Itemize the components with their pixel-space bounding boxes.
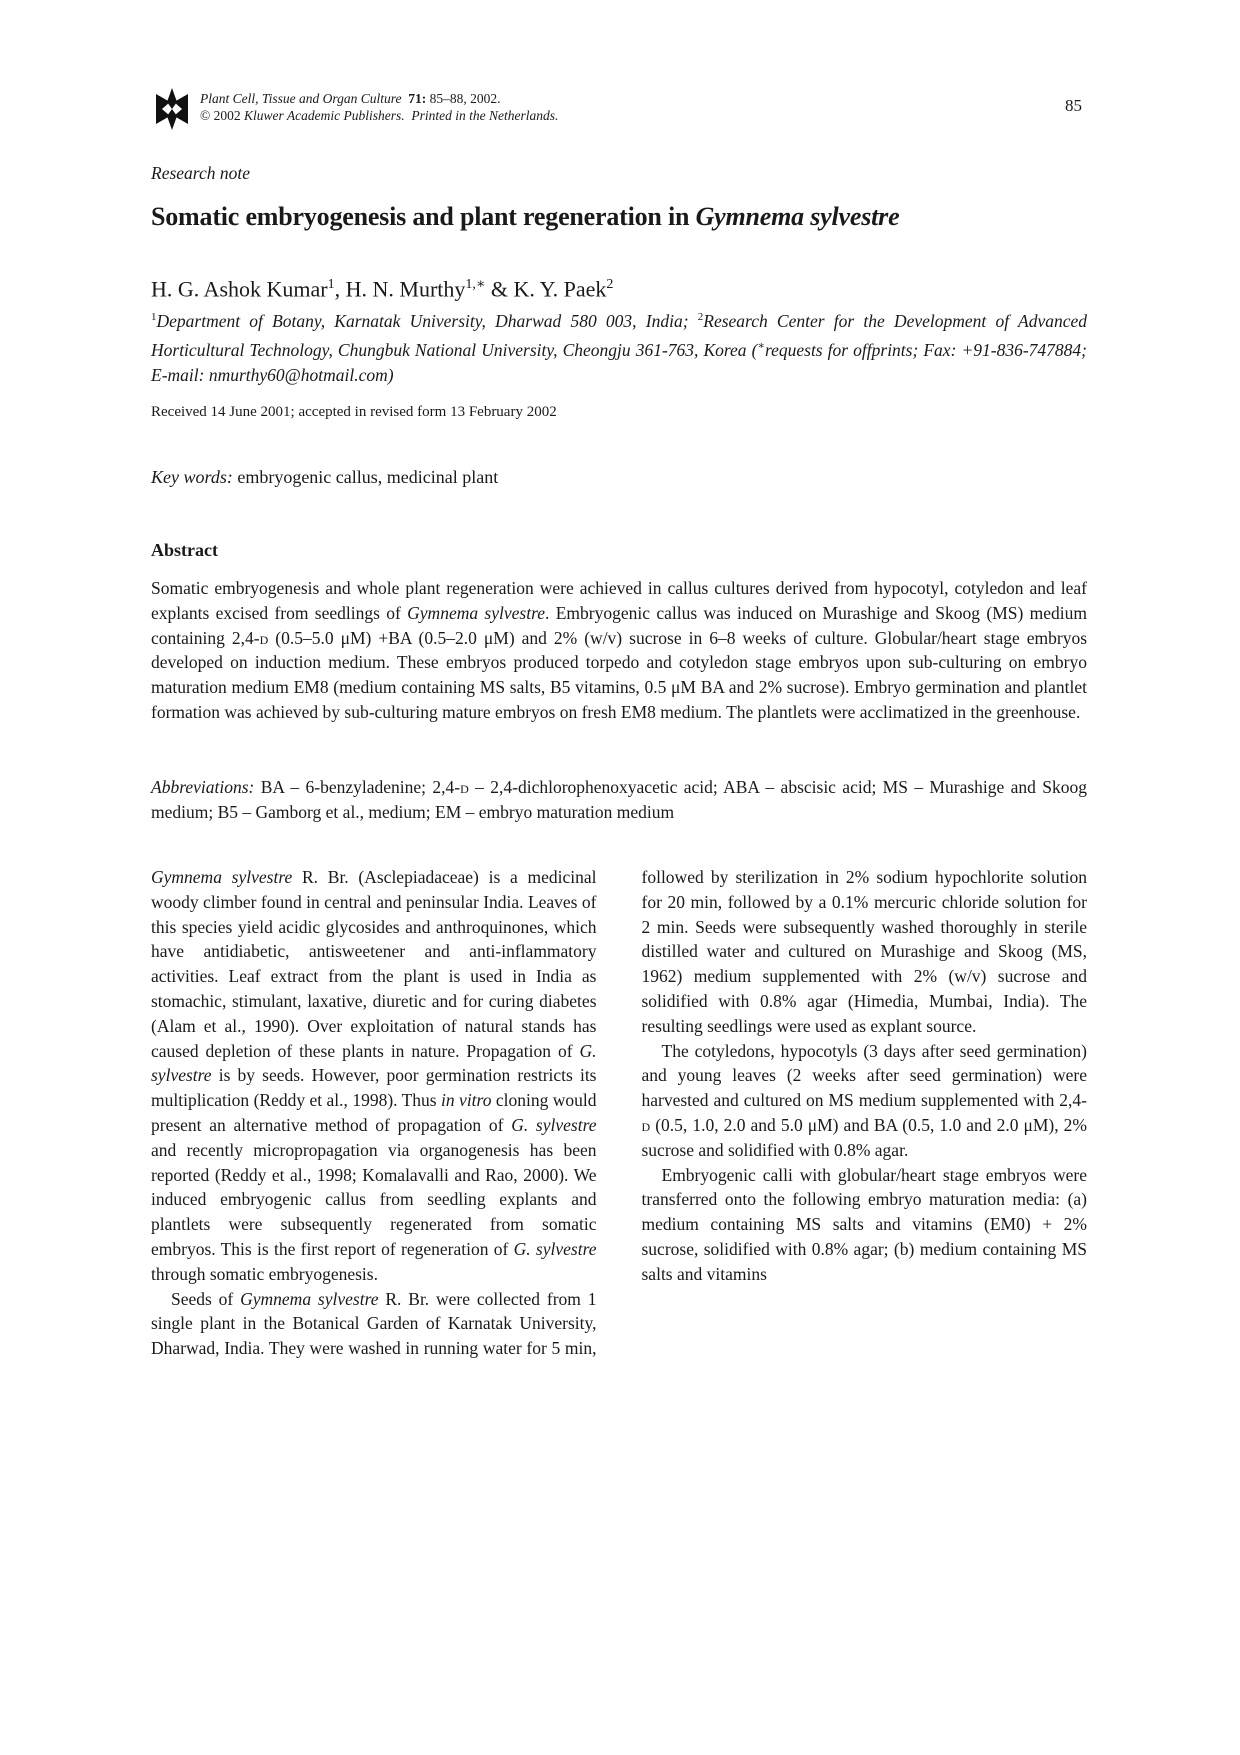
author-sup: 1,∗ <box>465 277 486 292</box>
body-run: R. Br. were collected from 1 single plant in the Botanical Garden of Karnatak University, Dharwad, India. They were washed in running water for 5 min, followed by sterilization in 2% sodium hypochlorite solution for 20 min, followed by a 0.1% mercuric chloride solution for 2 min. Seeds were subsequently washed thoroughly in sterile distilled water and cultured on Murashige and Skoog (MS, 1962) medium supplemented with 2% (w/v) sucrose and solidified with 0.8% agar (Himedia, Mumbai, India). The resulting seedlings were used as explant source. <box>151 867 1087 1359</box>
body-paragraph-1 <box>151 865 597 1287</box>
journal-volume: 71: <box>408 91 427 106</box>
body-run: Seeds of <box>171 1288 241 1309</box>
body-run: through somatic embryogenesis. <box>151 1263 378 1284</box>
body-run: Embryogenic calli with globular/heart stage embryos were transferred onto the following embryo maturation media: (a) medium containing MS salts and vitamins (EM0) + 2% sucrose, solidified with 0.8% agar; (b) medium containing MS salts and vitamins <box>641 1164 1087 1284</box>
abstract-run: (0.5–5.0 μM) +BA (0.5–2.0 μM) and 2% (w/v) sucrose in 6–8 weeks of culture. Globular/heart stage embryos developed on induction medium. These embryos produced torpedo and cotyledon stage embryos upon sub-culturing on embryo maturation medium EM8 (medium containing MS salts, B5 vitamins, 0.5 μM BA and 2% sucrose). Embryo germination and plantlet formation was achieved by sub-culturing mature embryos on fresh EM8 medium. The plantlets were acclimatized in the greenhouse. <box>151 627 1088 722</box>
body-run: R. Br. (Asclepiadaceae) is a medicinal woody climber found in central and peninsular India. Leaves of this species yield acidic glycosides and anthroquinones, which have antidiabetic, antisweetener and anti-inflammatory activities. Leaf extract from the plant is used in India as stomachic, stimulant, laxative, diuretic and for curing diabetes (Alam et al., 1990). Over exploitation of natural stands has caused depletion of these plants in nature. Propagation of <box>151 867 597 1061</box>
body-smallcaps: d <box>641 1114 651 1135</box>
affiliation-1: Department of Botany, Karnatak University, Dharwad 580 003, India; <box>156 310 689 331</box>
section-label: Research note <box>151 163 250 183</box>
body-run: cloning would present an alternative method of propagation of <box>151 1090 597 1135</box>
species-name: Gymnema sylvestre <box>240 1288 379 1309</box>
affiliations <box>151 305 1087 388</box>
author-sup: 2 <box>606 277 614 292</box>
species-name: Gymnema sylvestre <box>151 867 293 887</box>
abstract-text <box>151 576 1087 725</box>
journal-citation <box>200 90 558 124</box>
abbreviations-smallcaps: d <box>460 777 469 797</box>
abstract-heading: Abstract <box>151 540 218 560</box>
body-columns <box>151 865 1087 1385</box>
abstract-run: Somatic embryogenesis and whole plant regeneration were achieved in callus cultures derived from hypocotyl, cotyledon and leaf explants excised from seedlings of <box>151 578 1087 623</box>
received-dates: Received 14 June 2001; accepted in revised form 13 February 2002 <box>151 404 557 420</box>
author-sup: 1 <box>327 277 335 292</box>
keywords-text: embryogenic callus, medicinal plant <box>237 467 499 487</box>
body-run: The cotyledons, hypocotyls (3 days after seed germination) and young leaves (2 weeks after seed germination) were harvested and cultured on MS medium supplemented with 2,4- <box>641 1040 1087 1111</box>
body-run: is by seeds. However, poor germination restricts its multiplication (Reddy et al., 1998). Thus <box>151 1065 597 1111</box>
article-title <box>151 202 899 232</box>
keywords <box>151 467 498 488</box>
author-list <box>151 276 613 302</box>
author-name: H. G. Ashok Kumar <box>151 276 328 302</box>
journal-name: Plant Cell, Tissue and Organ Culture <box>200 91 402 106</box>
printed-location: Printed in the Netherlands. <box>411 108 559 123</box>
title-species: Gymnema sylvestre <box>695 202 900 231</box>
affiliation-2: Research Center for the Development of Advanced Horticultural Technology, Chungbuk National University, Cheongju 361-763, Korea ( <box>151 310 1087 360</box>
in-vitro-term: in vitro <box>441 1090 492 1111</box>
affiliation-contact: requests for offprints; Fax: +91-836-747884; E-mail: nmurthy60@hotmail.com) <box>151 339 1087 385</box>
abstract-run: . Embryogenic callus was induced on Murashige and Skoog (MS) medium containing 2,4- <box>151 602 1087 648</box>
abstract-species: Gymnema sylvestre <box>407 602 546 623</box>
affiliation-sup: 2 <box>697 311 704 323</box>
abbreviations-label: Abbreviations: <box>151 777 255 797</box>
body-paragraph-4 <box>642 1163 1088 1287</box>
species-name: G. sylvestre <box>151 1040 597 1086</box>
page-number: 85 <box>1065 96 1082 115</box>
body-paragraph-3 <box>642 1039 1088 1163</box>
author-separator: , <box>334 276 346 302</box>
publisher-name: Kluwer Academic Publishers. <box>244 108 405 123</box>
author-name: K. Y. Paek <box>513 276 607 302</box>
species-name: G. sylvestre <box>513 1238 597 1259</box>
publisher-logo-icon <box>152 88 192 130</box>
author-name: H. N. Murthy <box>345 276 466 302</box>
body-run: (0.5, 1.0, 2.0 and 5.0 μM) and BA (0.5, 1.0 and 2.0 μM), 2% sucrose and solidified with 0.8% agar. <box>641 1114 1087 1160</box>
abbreviations-run: BA – 6-benzyladenine; 2,4- <box>260 777 461 797</box>
copyright-year: 2002 <box>213 108 241 123</box>
keywords-label: Key words: <box>151 467 233 487</box>
journal-pages: 85–88, 2002. <box>429 91 501 106</box>
abbreviations <box>151 775 1087 825</box>
affiliation-star: ∗ <box>757 339 765 352</box>
copyright-symbol: © <box>200 108 211 123</box>
body-run: and recently micropropagation via organogenesis has been reported (Reddy et al., 1998; Komalavalli and Rao, 2000). We induced embryogenic callus from seedling explants and plantlets were subsequently regenerated from somatic embryos. This is the first report of regeneration of <box>151 1139 597 1259</box>
journal-line-1 <box>200 90 558 107</box>
journal-line-2 <box>200 107 558 124</box>
abbreviations-run: – 2,4-dichlorophenoxyacetic acid; ABA – abscisic acid; MS – Murashige and Skoog medium; B5 – Gamborg et al., medium; EM – embryo maturation medium <box>151 777 1087 822</box>
author-separator: & <box>485 276 514 302</box>
abstract-smallcaps: d <box>259 627 269 648</box>
affiliation-sup: 1 <box>151 311 157 323</box>
title-main: Somatic embryogenesis and plant regeneration in <box>151 202 690 231</box>
species-name: G. sylvestre <box>511 1114 597 1135</box>
